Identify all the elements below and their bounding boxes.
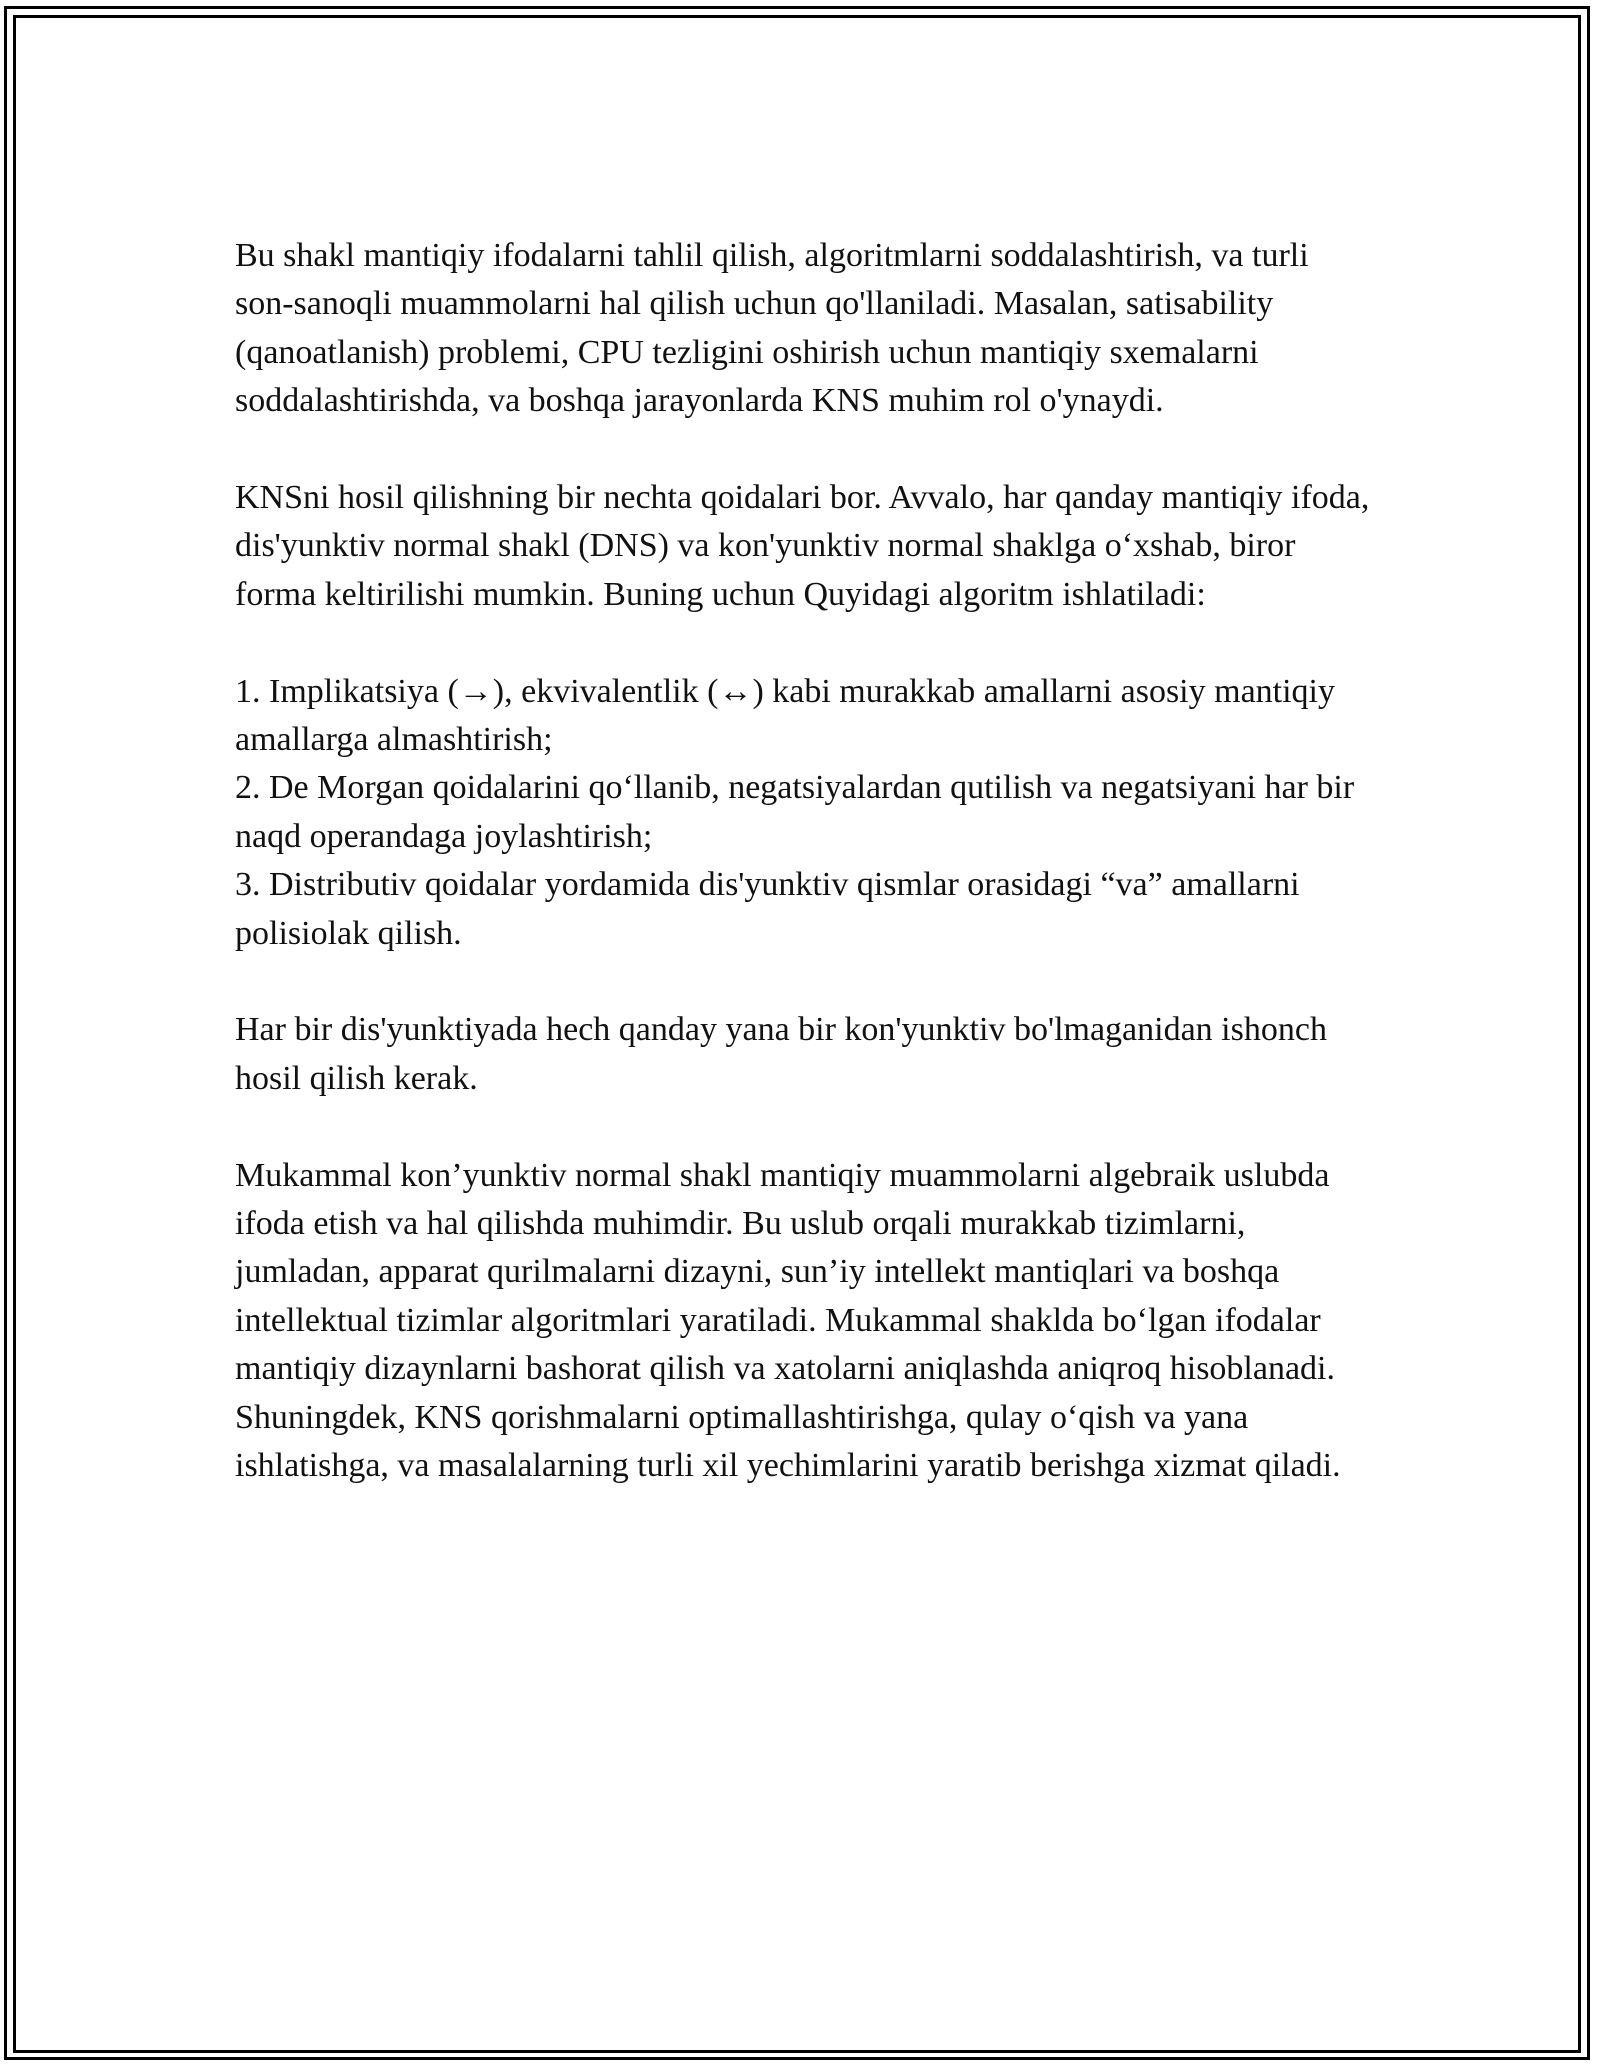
list-item-1: 1. Implikatsiya (→), ekvivalentlik (↔) kabi murakkab amallarni asosiy mantiqiy amallarga almashtirish; bbox=[235, 672, 1336, 759]
list-item-2: 2. De Morgan qoidalarini qo‘llanib, negatsiyalardan qutilish va negatsiyani har bir naqd operandaga joylashtirish; bbox=[235, 769, 1355, 855]
list-item-3: 3. Distributiv qoidalar yordamida dis'yunktiv qismlar orasidagi “va” amallarni polisiolak qilish. bbox=[235, 866, 1300, 952]
paragraph-1: Bu shakl mantiqiy ifodalarni tahlil qilish, algoritmlarni soddalashtirish, va turli son-sanoqli muammolarni hal qilish uchun qo'llaniladi. Masalan, satisability (qanoatlanish) problemi, CPU tezligini oshirish uchun mantiqiy sxemalarni soddalashtirishda, va boshqa jarayonlarda KNS muhim rol o'ynaydi. bbox=[235, 237, 1309, 420]
algorithm-steps-list bbox=[235, 668, 1370, 958]
paragraph-3: Har bir dis'yunktiyada hech qanday yana bir kon'yunktiv bo'lmaganidan ishonch hosil qilish kerak. bbox=[235, 1011, 1327, 1097]
paragraph-4: Mukammal kon’yunktiv normal shakl mantiqiy muammolarni algebraik uslubda ifoda etish va hal qilishda muhimdir. Bu uslub orqali murakkab tizimlarni, jumladan, apparat qurilmalarni dizayni, sun’iy intellekt mantiqlari va boshqa intellektual tizimlar algoritmlari yaratiladi. Mukammal shaklda bo‘lgan ifodalar mantiqiy dizaynlarni bashorat qilish va xatolarni aniqlashda aniqroq hisoblanadi. Shuningdek, KNS qorishmalarni optimallashtirishga, qulay o‘qish va yana ishlatishga, va masalalarning turli xil yechimlarini yaratib berishga xizmat qiladi. bbox=[235, 1156, 1341, 1485]
paragraph-2: KNSni hosil qilishning bir nechta qoidalari bor. Avvalo, har qanday mantiqiy ifoda, dis'yunktiv normal shakl (DNS) va kon'yunktiv normal shaklga o‘xshab, biror forma keltirilishi mumkin. Buning uchun Quyidagi algoritm ishlatiladi: bbox=[235, 479, 1370, 613]
document-body bbox=[235, 232, 1370, 1539]
